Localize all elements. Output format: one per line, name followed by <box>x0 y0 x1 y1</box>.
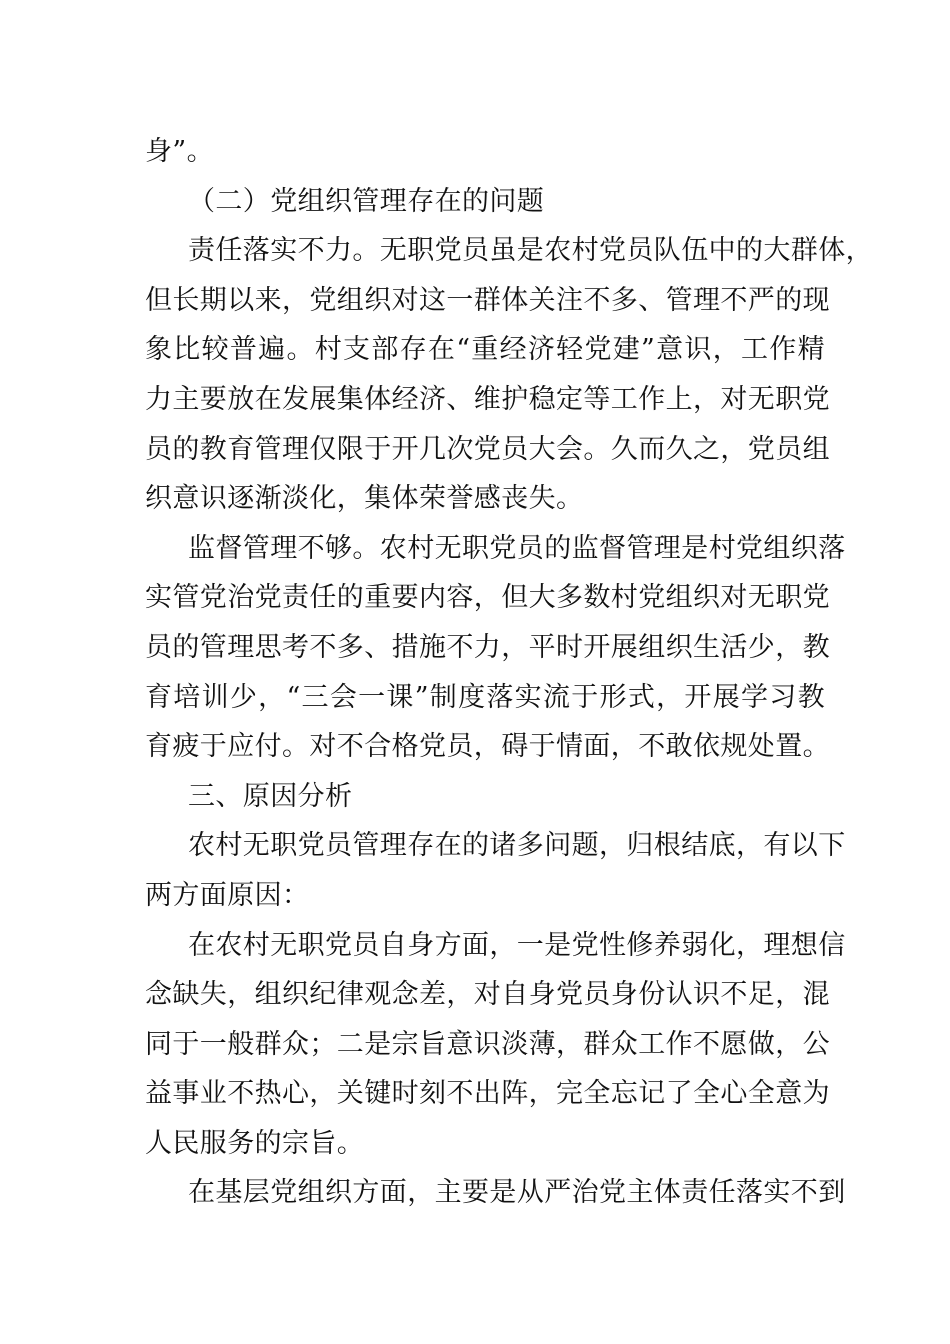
paragraph-line: 实管党治党责任的重要内容，但大多数村党组织对无职党 <box>145 582 830 614</box>
paragraph-line: 监督管理不够。农村无职党员的监督管理是村党组织落 <box>188 532 846 564</box>
paragraph-line: 在农村无职党员自身方面，一是党性修养弱化，理想信 <box>188 929 846 961</box>
paragraph-line: 育疲于应付。对不合格党员，碍于情面，不敢依规处置。 <box>145 731 830 763</box>
paragraph-line: 织意识逐渐淡化，集体荣誉感丧失。 <box>145 483 584 515</box>
paragraph-line: 在基层党组织方面，主要是从严治党主体责任落实不到 <box>188 1177 846 1209</box>
paragraph-line: 力主要放在发展集体经济、维护稳定等工作上，对无职党 <box>145 383 830 415</box>
paragraph-line: 两方面原因： <box>145 879 310 911</box>
paragraph-line: 人民服务的宗旨。 <box>145 1127 365 1159</box>
paragraph-line: 象比较普遍。村支部存在“重经济轻党建”意识，工作精 <box>145 334 825 366</box>
paragraph-line: 同于一般群众；二是宗旨意识淡薄，群众工作不愿做，公 <box>145 1028 830 1060</box>
paragraph-line: 员的管理思考不多、措施不力，平时开展组织生活少，教 <box>145 631 830 663</box>
section-heading-3: 三、原因分析 <box>188 780 353 812</box>
line-continuation: 身”。 <box>145 136 215 167</box>
paragraph-line: 念缺失，组织纪律观念差，对自身党员身份认识不足，混 <box>145 979 830 1011</box>
paragraph-line: 员的教育管理仅限于开几次党员大会。久而久之，党员组 <box>145 433 830 465</box>
document-body <box>145 127 873 1218</box>
paragraph-line: 农村无职党员管理存在的诸多问题，归根结底，有以下 <box>188 830 846 862</box>
paragraph-line: 益事业不热心，关键时刻不出阵，完全忘记了全心全意为 <box>145 1078 830 1110</box>
paragraph-line: 但长期以来，党组织对这一群体关注不多、管理不严的现 <box>145 284 830 316</box>
section-heading-2: （二）党组织管理存在的问题 <box>188 185 545 217</box>
paragraph-line: 育培训少，“三会一课”制度落实流于形式，开展学习教 <box>145 681 825 713</box>
paragraph-line: 责任落实不力。无职党员虽是农村党员队伍中的大群体， <box>188 235 873 267</box>
